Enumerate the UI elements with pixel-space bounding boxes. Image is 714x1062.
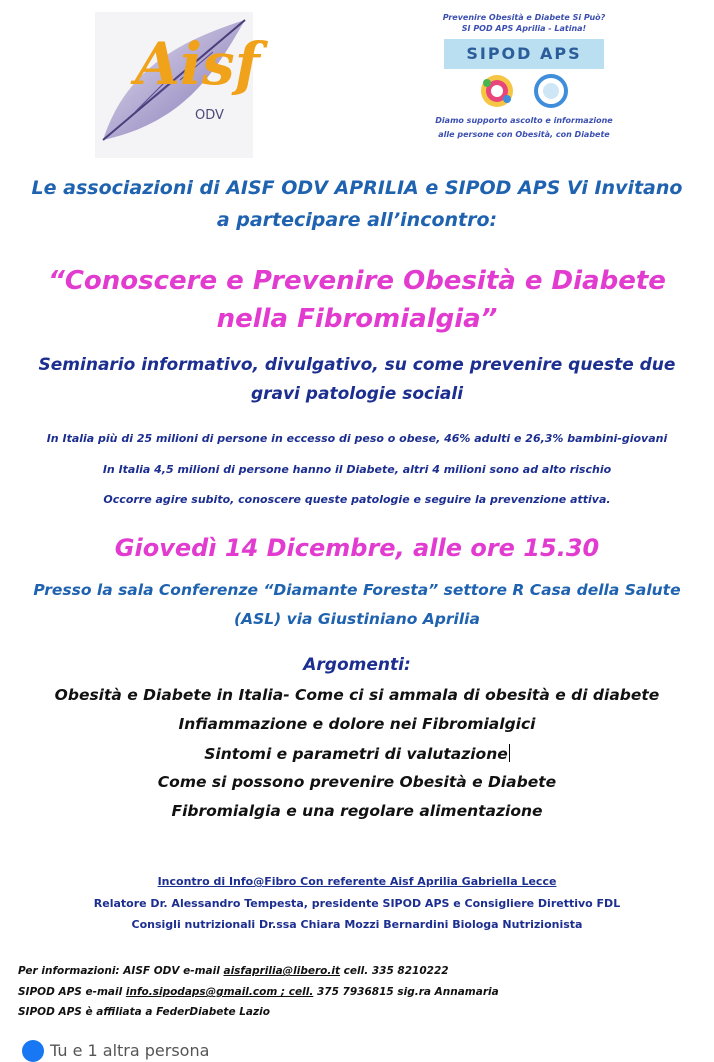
- event-venue: [0, 576, 714, 634]
- topic-item: [0, 744, 714, 763]
- sipod-email-link[interactable]: info.sipodaps@gmail.com ; cell.: [125, 986, 314, 998]
- topic-item: Obesità e Diabete in Italia- Come ci si ammala di obesità e di diabete: [54, 686, 660, 704]
- fact-line: In Italia più di 25 milioni di persone in eccesso di peso o obese, 46% adulti e 26,3% bambini-giovani: [46, 432, 668, 445]
- aisf-email-link[interactable]: aisfaprilia@libero.it: [223, 965, 340, 977]
- credit-line: Relatore Dr. Alessandro Tempesta, presidente SIPOD APS e Consigliere Direttivo FDL: [93, 897, 621, 910]
- sipod-colorful-icon: [479, 73, 515, 109]
- invitation-line-2: a partecipare all’incontro:: [216, 209, 498, 231]
- contact-line-aisf: [18, 965, 449, 977]
- topic-item-text: Sintomi e parametri di valutazione: [204, 745, 508, 763]
- sipod-circle-icon: [533, 73, 569, 109]
- fact-line: Occorre agire subito, conoscere queste patologie e seguire la prevenzione attiva.: [103, 493, 611, 506]
- event-venue-line-1: Presso la sala Conferenze “Diamante Foresta” settore R Casa della Salute: [33, 581, 681, 599]
- affiliation-line: SIPOD APS è affiliata a FederDiabete Lazio: [18, 1006, 270, 1018]
- contact-suffix: cell. 335 8210222: [340, 965, 449, 977]
- reaction-bar[interactable]: [22, 1040, 209, 1060]
- contact-prefix: Per informazioni: AISF ODV e-mail: [18, 965, 224, 977]
- event-date: Giovedì 14 Dicembre, alle ore 15.30: [114, 534, 600, 562]
- aisf-logo-sub: ODV: [195, 108, 224, 123]
- credit-line: Consigli nutrizionali Dr.ssa Chiara Mozzi Bernardini Biologa Nutrizionista: [131, 918, 583, 931]
- contact-prefix: SIPOD APS e-mail: [18, 986, 126, 998]
- event-title-line-2: nella Fibromialgia”: [216, 304, 498, 334]
- topic-item: Infiammazione e dolore nei Fibromialgici: [178, 715, 536, 733]
- aisf-logo: [95, 12, 260, 158]
- event-venue-line-2: (ASL) via Giustiniano Aprilia: [234, 610, 480, 628]
- event-subtitle-line-1: Seminario informativo, divulgativo, su come prevenire queste due: [38, 355, 676, 375]
- event-subtitle-line-2: gravi patologie sociali: [250, 384, 464, 404]
- fact-line: In Italia 4,5 milioni di persone hanno il Diabete, altri 4 milioni sono ad alto rischio: [102, 463, 612, 476]
- text-cursor: [509, 744, 510, 762]
- topic-item: Come si possono prevenire Obesità e Diabete: [157, 773, 557, 791]
- event-title: [0, 262, 714, 338]
- event-title-line-1: “Conoscere e Prevenire Obesità e Diabete: [48, 266, 666, 296]
- sipod-tagline-2: SI POD APS Aprilia - Latina!: [461, 24, 587, 33]
- like-icon: [22, 1040, 44, 1062]
- sipod-tagline-1: Prevenire Obesità e Diabete Si Può?: [442, 13, 606, 22]
- sipod-name: SIPOD APS: [444, 39, 604, 69]
- contact-suffix: 375 7936815 sig.ra Annamaria: [313, 986, 499, 998]
- aisf-logo-text: Aisf: [135, 30, 260, 98]
- sipod-support-2: alle persone con Obesità, con Diabete: [438, 130, 610, 139]
- event-subtitle: [0, 351, 714, 409]
- sipod-support-1: Diamo supporto ascolto e informazione: [435, 116, 613, 125]
- invitation-line-1: Le associazioni di AISF ODV APRILIA e SIPOD APS Vi Invitano: [31, 177, 683, 199]
- topic-item: Fibromialgia e una regolare alimentazione: [171, 802, 543, 820]
- sipod-logo: [404, 12, 644, 162]
- reaction-text[interactable]: Tu e 1 altra persona: [50, 1041, 210, 1060]
- contact-line-sipod: [18, 986, 499, 998]
- topics-title: Argomenti:: [303, 655, 411, 675]
- invitation: [0, 172, 714, 236]
- credit-line: Incontro di Info@Fibro Con referente Aisf Aprilia Gabriella Lecce: [157, 875, 557, 888]
